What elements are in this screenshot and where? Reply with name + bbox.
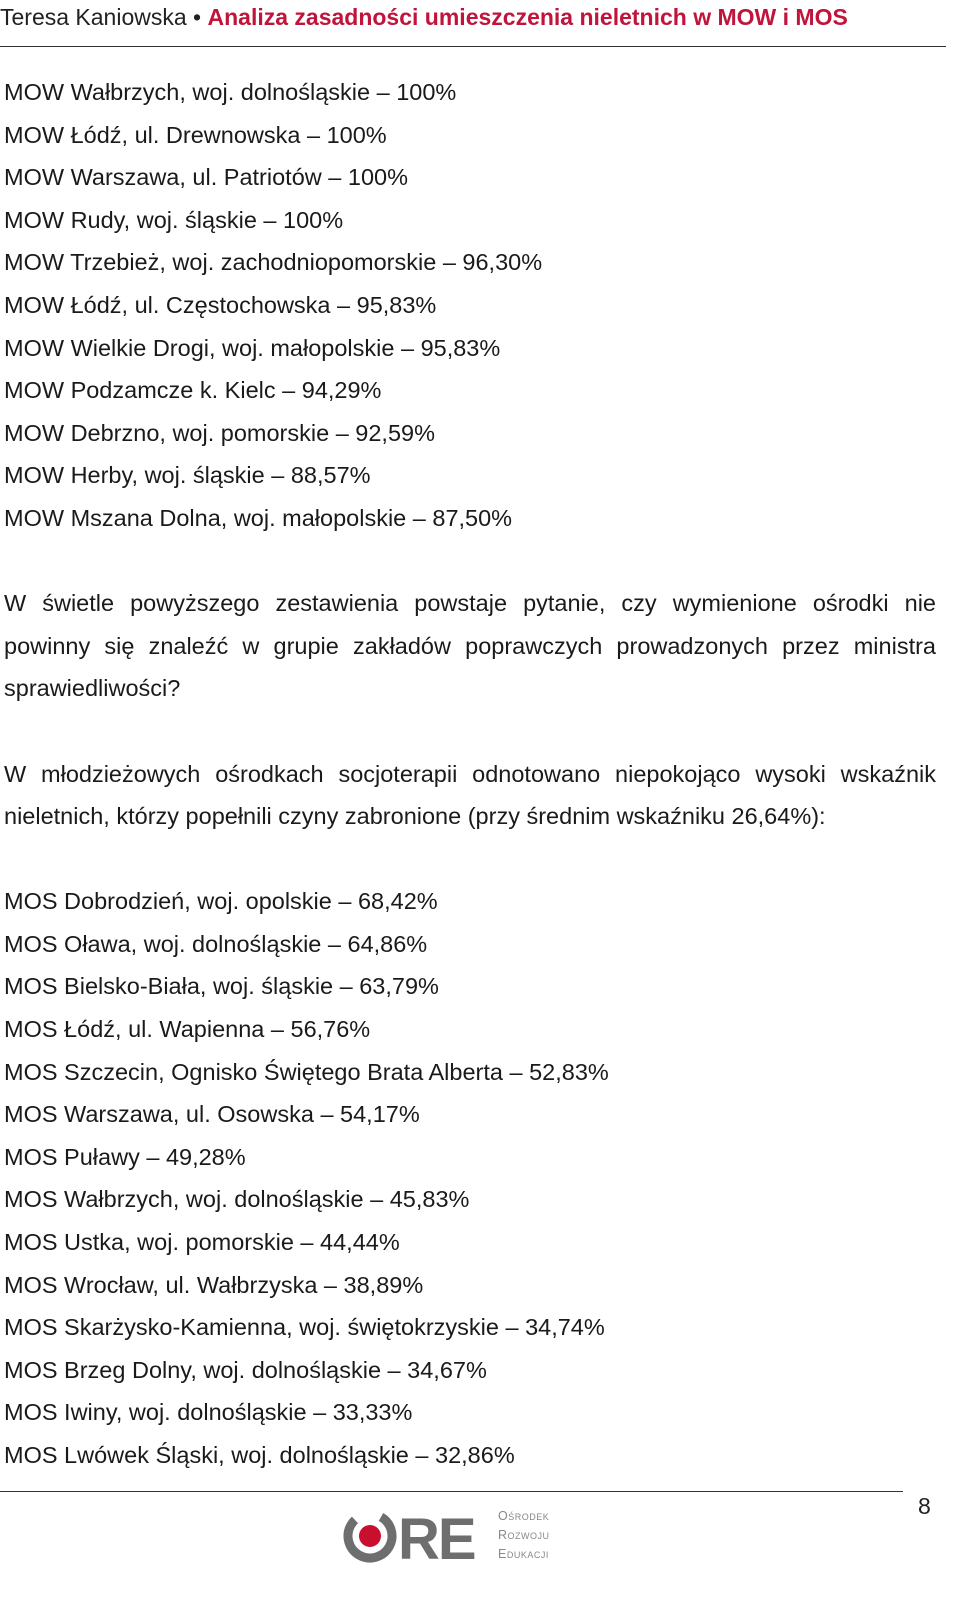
logo-line-1: Ośrodek xyxy=(498,1509,550,1523)
list-item: MOS Ustka, woj. pomorskie – 44,44% xyxy=(4,1229,400,1256)
list-item: MOW Łódź, ul. Częstochowska – 95,83% xyxy=(4,291,437,318)
paragraph-question: W świetle powyższego zestawienia powstaje pytanie, czy wymienione ośrodki nie powinny się znaleźć w grupie zakładów poprawczych prowadzonych przez ministra sprawiedliwości? xyxy=(4,590,936,702)
ore-logo-mark xyxy=(340,1503,500,1567)
list-item: MOS Lwówek Śląski, woj. dolnośląskie – 32,86% xyxy=(4,1442,515,1468)
list-item: MOS Bielsko-Biała, woj. śląskie – 63,79% xyxy=(4,973,439,1000)
page-number: 8 xyxy=(918,1493,931,1519)
spacer xyxy=(4,540,936,583)
mos-list xyxy=(4,880,936,1476)
logo-line-3: Edukacji xyxy=(498,1547,549,1561)
list-item: MOW Wielkie Drogi, woj. małopolskie – 95,83% xyxy=(4,334,501,361)
list-item: MOW Rudy, woj. śląskie – 100% xyxy=(4,206,344,233)
footer-divider xyxy=(0,1491,903,1492)
list-item: MOS Wrocław, ul. Wałbrzyska – 38,89% xyxy=(4,1271,424,1298)
header-author: Teresa Kaniowska xyxy=(0,4,187,30)
page-content xyxy=(4,71,936,1477)
logo-line-2: Rozwoju xyxy=(498,1528,550,1542)
mow-list xyxy=(4,71,936,540)
ore-logo-text xyxy=(498,1507,550,1564)
list-item: MOS Oława, woj. dolnośląskie – 64,86% xyxy=(4,930,428,957)
list-item: MOS Warszawa, ul. Osowska – 54,17% xyxy=(4,1101,420,1128)
list-item: MOW Podzamcze k. Kielc – 94,29% xyxy=(4,377,382,404)
list-item: MOW Łódź, ul. Drewnowska – 100% xyxy=(4,121,387,148)
ore-logo xyxy=(340,1503,600,1567)
list-item: MOS Brzeg Dolny, woj. dolnośląskie – 34,67% xyxy=(4,1356,487,1383)
list-item: MOS Dobrodzień, woj. opolskie – 68,42% xyxy=(4,888,438,915)
list-item: MOW Trzebież, woj. zachodniopomorskie – 96,30% xyxy=(4,249,543,276)
list-item: MOS Łódź, ul. Wapienna – 56,76% xyxy=(4,1016,371,1043)
running-header xyxy=(0,0,946,47)
list-item: MOW Mszana Dolna, woj. małopolskie – 87,50% xyxy=(4,504,513,531)
list-item: MOW Wałbrzych, woj. dolnośląskie – 100% xyxy=(4,79,457,105)
list-item: MOS Skarżysko-Kamienna, woj. świętokrzyskie – 34,74% xyxy=(4,1314,605,1341)
list-item: MOS Puławy – 49,28% xyxy=(4,1143,246,1170)
header-title: Analiza zasadności umieszczenia nieletnich w MOW i MOS xyxy=(207,4,848,30)
list-item: MOS Szczecin, Ognisko Świętego Brata Alberta – 52,83% xyxy=(4,1058,609,1085)
list-item: MOS Iwiny, woj. dolnośląskie – 33,33% xyxy=(4,1399,413,1426)
list-item: MOW Herby, woj. śląskie – 88,57% xyxy=(4,462,371,489)
list-item: MOW Debrzno, woj. pomorskie – 92,59% xyxy=(4,419,435,446)
header-separator: • xyxy=(193,4,208,30)
list-item: MOW Warszawa, ul. Patriotów – 100% xyxy=(4,164,408,191)
spacer xyxy=(4,710,936,753)
svg-text:RE: RE xyxy=(398,1507,475,1567)
paragraph-mos-intro: W młodzieżowych ośrodkach socjoterapii odnotowano niepokojąco wysoki wskaźnik nieletnich, którzy popełnili czyny zabronione (przy średnim wskaźniku 26,64%): xyxy=(4,760,936,830)
spacer xyxy=(4,838,936,881)
list-item: MOS Wałbrzych, woj. dolnośląskie – 45,83% xyxy=(4,1186,470,1213)
